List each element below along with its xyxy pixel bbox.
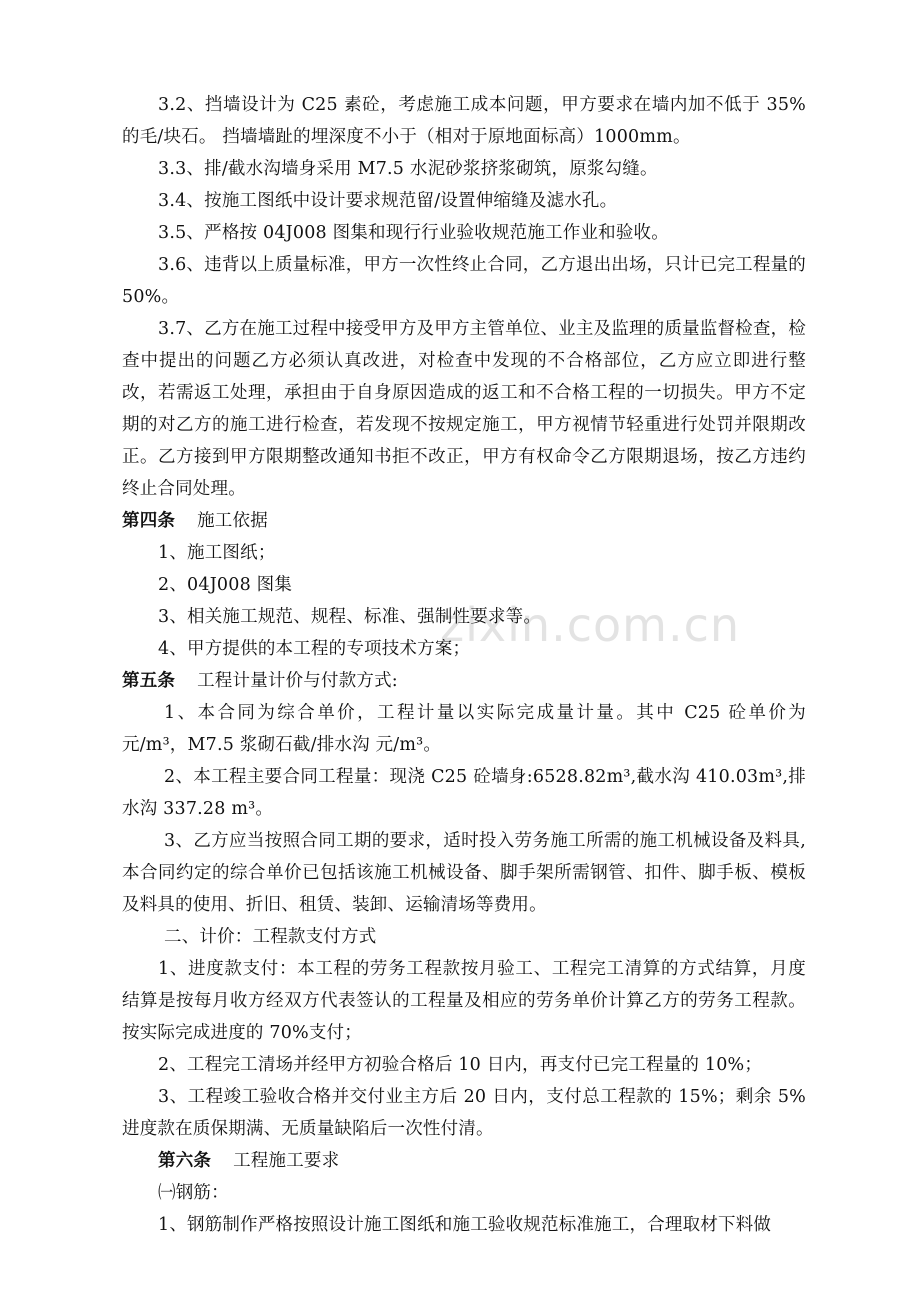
clause-5-pay-1: 1、进度款支付：本工程的劳务工程款按月验工、工程完工清算的方式结算，月度结算是按每月收方经双方代表签认的工程量及相应的劳务单价计算乙方的劳务工程款。按实际完成进度的 70%支付； xyxy=(122,959,806,1043)
clause-3-6: 3.6、违背以上质量标准，甲方一次性终止合同，乙方退出出场，只计已完工程量的 50%。 xyxy=(122,255,806,307)
clause-5-heading xyxy=(122,665,806,697)
clause-6-heading xyxy=(122,1145,806,1177)
clause-5-label: 第五条 xyxy=(122,671,176,691)
clause-4-heading xyxy=(122,505,806,537)
clause-4-item-3: 3、相关施工规范、规程、标准、强制性要求等。 xyxy=(158,607,542,627)
clause-4-item-4: 4、甲方提供的本工程的专项技术方案； xyxy=(158,639,471,659)
clause-6-sub-1: ㈠钢筋： xyxy=(158,1183,229,1203)
clause-4-item-1: 1、施工图纸； xyxy=(158,543,276,563)
clause-5-item-2: 2、本工程主要合同工程量：现浇 C25 砼墙身:6528.82m³,截水沟 410.03m³,排水沟 337.28 m³。 xyxy=(122,767,806,819)
clause-5-item-1: 1、本合同为综合单价，工程计量以实际完成量计量。其中 C25 砼单价为 元/m³，M7.5 浆砌石截/排水沟 元/m³。 xyxy=(122,703,806,755)
clause-5-pay-2: 2、工程完工清场并经甲方初验合格后 10 日内，再支付已完工程量的 10%； xyxy=(158,1055,763,1075)
clause-5-title: 工程计量计价与付款方式: xyxy=(197,671,398,691)
clause-4-title: 施工依据 xyxy=(197,511,268,531)
watermark: zixin.com.cn xyxy=(440,598,741,652)
clause-3-5: 3.5、严格按 04J008 图集和现行行业验收规范施工作业和验收。 xyxy=(158,223,669,243)
clause-5-item-3: 3、乙方应当按照合同工期的要求，适时投入劳务施工所需的施工机械设备及料具,本合同约定的综合单价已包括该施工机械设备、脚手架所需钢管、扣件、脚手板、模板及料具的使用、折旧、租赁、装卸、运输清场等费用。 xyxy=(122,831,806,915)
clause-3-2: 3.2、挡墙设计为 C25 素砼，考虑施工成本问题，甲方要求在墙内加不低于 35%的毛/块石。 挡墙墙趾的埋深度不小于（相对于原地面标高）1000mm。 xyxy=(122,95,806,147)
clause-6-label: 第六条 xyxy=(158,1151,212,1171)
clause-5-pay-3: 3、工程竣工验收合格并交付业主方后 20 日内，支付总工程款的 15%；剩余 5%进度款在质保期满、无质量缺陷后一次性付清。 xyxy=(122,1087,806,1139)
clause-6-item-1: 1、钢筋制作严格按照设计施工图纸和施工验收规范标准施工，合理取材下料做 xyxy=(158,1215,772,1235)
clause-3-4: 3.4、按施工图纸中设计要求规范留/设置伸缩缝及滤水孔。 xyxy=(158,191,618,211)
clause-3-7: 3.7、乙方在施工过程中接受甲方及甲方主管单位、业主及监理的质量监督检查，检查中提出的问题乙方必须认真改进，对检查中发现的不合格部位，乙方应立即进行整改，若需返工处理，承担由于自身原因造成的返工和不合格工程的一切损失。甲方不定期的对乙方的施工进行检查，若发现不按规定施工，甲方视情节轻重进行处罚并限期改正。乙方接到甲方限期整改通知书拒不改正，甲方有权命令乙方限期退场，按乙方违约终止合同处理。 xyxy=(122,319,806,499)
clause-4-label: 第四条 xyxy=(122,511,176,531)
clause-4-item-2: 2、04J008 图集 xyxy=(158,575,293,595)
clause-6-title: 工程施工要求 xyxy=(233,1151,340,1171)
clause-5-sub-heading: 二、计价：工程款支付方式 xyxy=(164,927,377,947)
clause-3-3: 3.3、排/截水沟墙身采用 M7.5 水泥砂浆挤浆砌筑，原浆勾缝。 xyxy=(158,159,658,179)
